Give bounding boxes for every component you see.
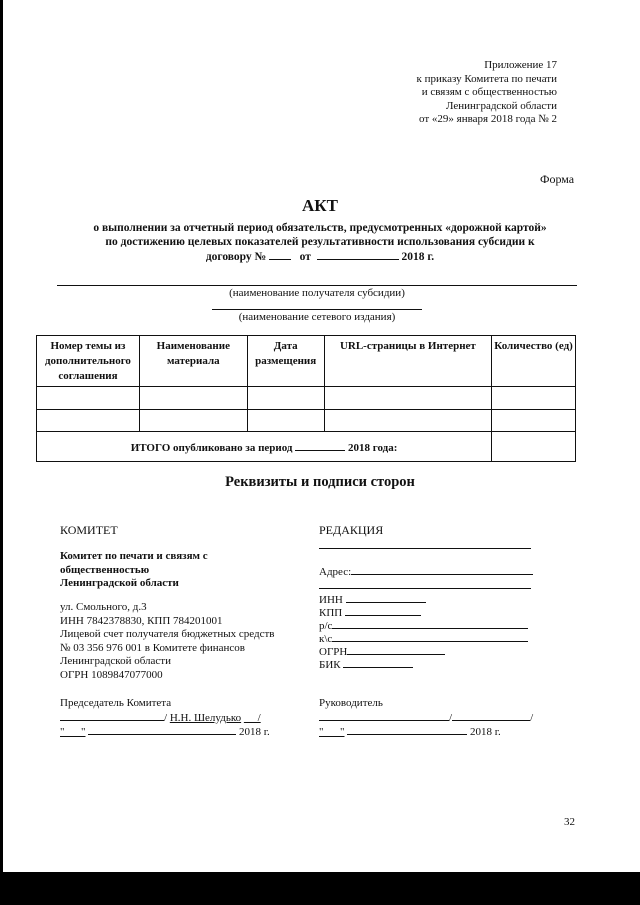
committee-name-line: Комитет по печати и связям с [60,550,208,562]
committee-detail: ОГРН 1089847077000 [60,668,163,681]
subtitle-line-1: о выполнении за отчетный период обязательств, предусмотренных «дорожной картой» [93,222,547,234]
head-signature-field[interactable] [319,710,449,721]
committee-date-field[interactable] [88,724,236,735]
committee-name-line: общественностью [60,563,150,576]
editorial-date-field[interactable] [347,724,467,735]
chairman-name: Н.Н. Шелудько [169,712,242,724]
chairman-label: Председатель Комитета [60,697,172,709]
committee-detail: ИНН 7842378830, КПП 784201001 [60,614,223,627]
appendix-line: от «29» января 2018 года № 2 [419,113,557,126]
committee-name-line: Ленинградской области [60,577,179,589]
bik-label: БИК [319,659,341,671]
appendix-line: и связям с общественностью [421,86,557,99]
contract-date-field[interactable] [317,249,399,260]
ogrn-row [319,644,445,658]
editorial-address-row [319,564,533,578]
chairman-signature-field[interactable] [60,710,164,721]
rs-label: р/с [319,620,333,632]
table-cell[interactable] [37,410,140,432]
appendix-line: к приказу Комитета по печати [416,72,557,85]
table-total-row [37,432,576,462]
contract-number-label: договору № [205,251,267,263]
total-label-cell [37,432,492,462]
address-field[interactable] [351,564,533,575]
appendix-line: Приложение 17 [484,59,557,71]
ogrn-field[interactable] [347,644,445,655]
document-subtitle [40,221,600,264]
table-cell[interactable] [247,387,324,410]
head-name-field[interactable] [452,710,530,721]
table-header-row [37,336,576,387]
header-quantity: Количество (ед) [492,336,576,387]
total-prefix: ИТОГО опубликовано за период [130,441,293,454]
inn-field[interactable] [346,592,426,603]
table-cell[interactable] [492,387,576,410]
bik-field[interactable] [343,657,413,668]
bik-row [319,657,413,671]
committee-detail: № 03 356 976 001 в Комитете финансов [60,641,245,654]
table-cell[interactable] [324,410,491,432]
subtitle-line-2: по достижению целевых показателей результативности использования субсидии к [105,236,535,248]
total-value-cell[interactable] [492,432,576,462]
ks-label: к\с [319,633,333,645]
table-cell[interactable] [247,410,324,432]
inn-row [319,592,426,606]
report-table [36,335,576,462]
editorial-heading: РЕДАКЦИЯ [319,523,384,537]
address-label: Адрес: [319,566,352,578]
page-number: 32 [564,816,575,828]
rs-row [319,618,528,632]
total-period-field[interactable] [295,440,345,451]
ks-row [319,631,528,645]
network-edition-line[interactable] [212,309,422,310]
recipient-line[interactable] [57,285,577,286]
committee-detail: Ленинградской области [60,655,171,667]
head-signature-row: / / [319,710,533,724]
committee-detail: ул. Смольного, д.3 [60,601,147,613]
chairman-signature-row: / Н.Н. Шелудько / [60,710,261,724]
subtitle-line-3 [40,249,600,264]
table-cell[interactable] [324,387,491,410]
appendix-line: Ленинградской области [446,99,557,112]
table-row [37,410,576,432]
contract-from-label: от [299,251,311,263]
head-label: Руководитель [319,697,383,709]
table-row [37,387,576,410]
committee-heading: КОМИТЕТ [60,523,118,537]
header-placement-date: Дата размещения [247,336,324,387]
scan-bottom-band [0,872,640,905]
scan-edge [0,0,3,905]
header-url: URL-страницы в Интернет [324,336,491,387]
inn-label: ИНН [319,594,343,606]
address-line-2[interactable] [319,588,531,589]
form-label: Форма [540,172,575,186]
contract-number-field[interactable] [269,249,291,260]
ks-field[interactable] [332,631,528,642]
network-edition-caption: (наименование сетевого издания) [238,311,396,323]
table-cell[interactable] [492,410,576,432]
recipient-caption: (наименование получателя субсидии) [229,287,405,299]
contract-year: 2018 г. [401,251,435,263]
committee-date-year: 2018 г. [238,726,270,738]
rs-field[interactable] [332,618,528,629]
committee-name [60,550,208,591]
kpp-label: КПП [319,607,343,619]
editorial-name-line[interactable] [319,548,531,549]
editorial-date-row: " " 2018 г. [319,726,501,738]
kpp-row [319,605,421,619]
committee-details [60,601,274,682]
ogrn-label: ОГРН [319,646,348,658]
table-cell[interactable] [139,410,247,432]
kpp-field[interactable] [345,605,421,616]
appendix-note [417,59,557,127]
committee-detail: Лицевой счет получателя бюджетных средств [60,628,275,640]
editorial-date-year: 2018 г. [469,726,501,738]
document-title: АКТ [302,196,338,215]
header-material-name: Наименование материала [139,336,247,387]
table-cell[interactable] [37,387,140,410]
table-cell[interactable] [139,387,247,410]
total-suffix: 2018 года: [348,441,398,454]
header-theme-number: Номер темы из дополнительного соглашения [37,336,140,387]
committee-date-row: " " 2018 г. [60,726,270,738]
requisites-heading: Реквизиты и подписи сторон [225,474,415,490]
